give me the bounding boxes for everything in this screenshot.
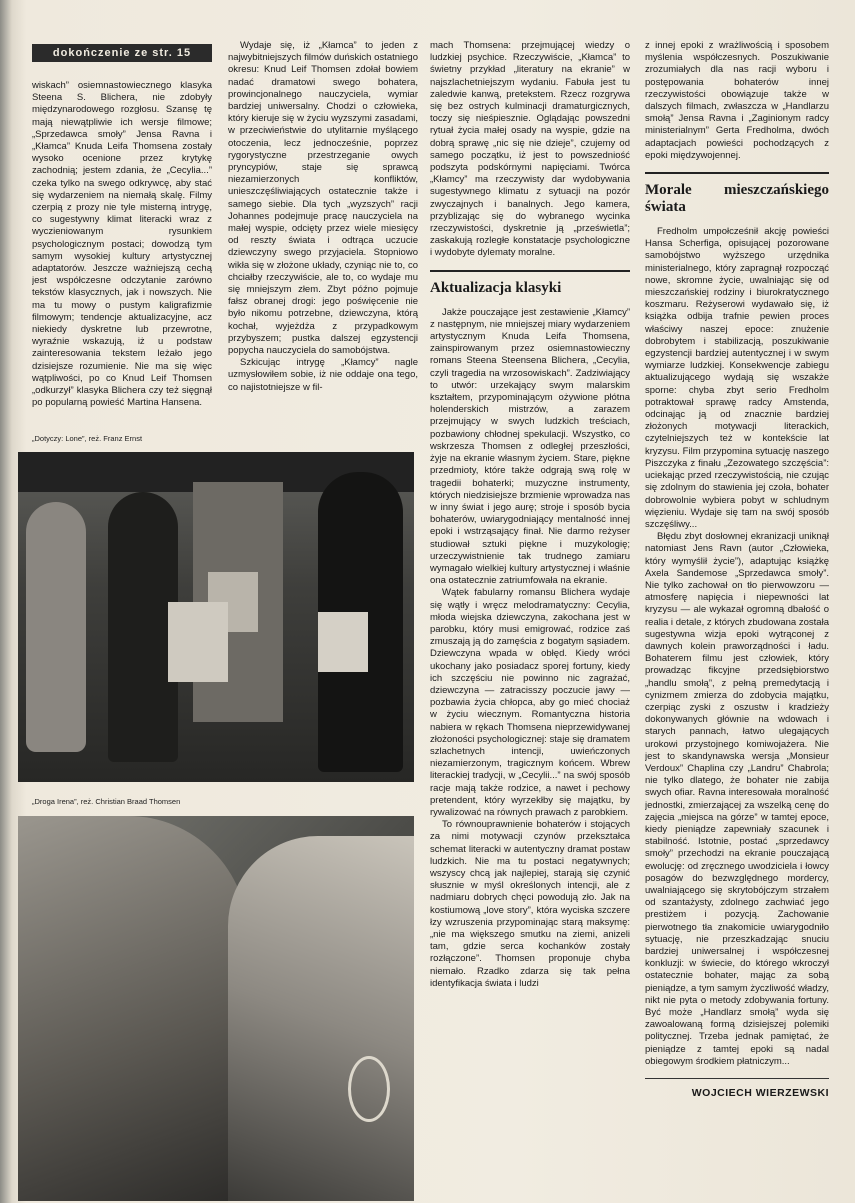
paragraph: wiskach” osiemnastowiecznego klasyka Steena S. Blichera, nie zdobyły międzynarodowego rozgłosu. Szansę tę mają niewątpliwie ich wersje filmowe; „Sprzedawca smoły” Jensa Ravna i „Kłamca” Knuda Leifa Thomsena zostały wysoko ocenione przez krytykę zachodnią; jestem zdania, że „Cecylia...” czeka tylko na swego odkrywcę, aby stać się wydarzeniem na niemałą skalę. Filmy czerpią z prozy nie tyle misterną intrygę, co sugestywny klimat literacki wraz z wyczieniowanym rysunkiem psychologicznym postaci; dowodzą tym samym wysokiej kultury artystycznej adaptatorów. Jeszcze ważniejszą cechą jest współczesne odczytanie zarówno tekstów klasycznych, jak i nowszych. Nie ma tu mowy o pustym kaligrafizmie filmowym; tendencje aktualizacyjne, acz niekiedy dyskretne lub przewrotne, wyraźnie wskazują, iż u podstaw zainteresowania tekstem leżało jego dzisiejsze rozumienie. Nie ma się więc wątpliwości, po co Knud Leif Thomsen „odkurzył” klasyka Blichera czy też sięgnął po popularną powieść Martina Hansena. bbox=[32, 80, 212, 409]
column-3 bbox=[430, 40, 630, 1170]
photo-caption-1: „Dotyczy: Lone”, reż. Franz Ernst bbox=[32, 434, 143, 443]
paragraph: mach Thomsena: przejmującej wiedzy o ludzkiej psychice. Rzeczywiście, „Kłamca” to świetny przykład „literatury na ekranie” w najszlachetniejszym wydaniu. Fabuła jest tu zaledwie kanwą, pretekstem. Rzecz rozgrywa się bez ostrych kulminacji dramaturgicznych, toczy się nieśpiesznie. Oglądając powszedni rytuał życia małej osady na wyspie, gdzie na dobrą sprawę „nic się nie dzieje”, czujemy od samego początku, iż jest to powszedniość podszyta podskórnymi napięciami. Twórca „Kłamcy” ma rzeczywisty dar wydobywania sugestywnego klimatu z sytuacji na pozór zwyczajnych i banalnych. Jego kamera, przyblizając się do wybranego wycinka rzeczywistości, dyskretnie ją „prześwietla”; zaskakują rozległe konstatacje psychologiczne i wydobyte dylematy moralne. bbox=[430, 40, 630, 259]
continuation-banner: dokończenie ze str. 15 bbox=[32, 44, 212, 62]
film-still-droga-irena bbox=[18, 816, 414, 1201]
paragraph: Jakże pouczające jest zestawienie „Kłamcy” z następnym, nie mniejszej miary wydarzeniem artystycznym Knuda Leifa Thomsena, zainspirowanym przez osiemnastowieczny romans Steena Steensena Blichera, „Cecylia, czyli tragedia na wrzosowiskach”. Zadziwiający to utwór: urzekający swym malarskim kształtem, przypominającym ożywione płótna holenderskich mistrzów, a zarazem przejmujący w swych ludzkich treściach, pozbawiony chłodnej spekulacji. Wszystko, co wskrzesza Thomsen z odległej przeszłości, żyje na ekranie własnym życiem. Stare, piękne przedmioty, które także odgrają swą rolę w tragedii bohaterki; muzyczne instrumenty, których niedzisiejsze brzmienie wprowadza nas w inny świat i jego aurę; stroje i sposób bycia bohaterów, uwiarygodniający mentalność innej epoki i wstrząsający finał. Nie darmo reżyser studiował sztuki piękne i muzykologię; urzeczywistnienie tak trudnego zamiaru wymagało wielkiej kultury artystycznej i właśnie ona ostatecznie zatriumfowała na ekranie. bbox=[430, 306, 630, 587]
shopping-bag bbox=[168, 602, 228, 682]
paragraph: Błędu zbyt dosłownej ekranizacji uniknął natomiast Jens Ravn (autor „Człowieka, który wymyślił życie”), adaptując książkę Axela Sandemose „Sprzedawca smoły”. Nie tylko zachował on tło pierwowzoru — atmosferę napięcia i niepewności lat kryzysu — ale wykazał ogromną dbałość o realia i detale, z których zbudowana została sugestywna wizja epoki wytrąconej z dawnych kolein praworządności i ładu. Bohaterem filmu jest człowiek, który prowadząc fikcyjne przedsiębiorstwo „handlu smołą”, z pełną premedytacją i cynizmem zmierza do zdobycia majątku, czerpiąc zyski z oszustw i kradzieży dokonywanych głównie na wdowach i starych pannach, łatwo ulegających urokowi przystojnego komiwojażera. Nie jest to skandynawska wersja „Monsieur Verdoux” Chaplina czy „Landru” Chabrola; nie tylko dlatego, że bohater nie zabija swych ofiar. Ravna interesowała moralność jednostki, zmierzającej za wszelką cenę do zajęcia „miejsca na górze” w tamtej epoce, kiedy pieniądze zapewniały szacunek i stabilność. Istotnie, postać „sprzedawcy smoły” przechodzi na ekranie pouczającą ewolucję: od zręcznego uwodziciela i łowcy posagów do bezwzględnego mordercy, uwalniającego się skrytobójczym strzałem od szantażysty, zdolnego zachwiać jego prestiżem i pozycją. Zachowanie pierwotnego tła znakomicie uwiarygodniło sytuację, nie przeszkadzając snuciu bardziej uniwersalnej i współczesnej konkluzji: w świecie, do którego wkroczył ostatecznie bohater, mając za sobą pieniądze, a tym samym życzliwość władzy, nikt nie pyta o metody zdobywania fortuny. Być może „Handlarz smołą” wyda się zawoalowaną formą dzisiejszej polemiki politycznej. Trzeba jednak pamiętać, że pieniądze z tamtej epoki są nadal obiegowym środkiem płatniczym... bbox=[645, 531, 829, 1067]
paragraph: Wydaje się, iż „Kłamca” to jeden z najwybitniejszych filmów duńskich ostatniego okresu: Knud Leif Thomsen zdołał bowiem nadać dramatowi swego bohatera, prowincjonalnego nauczyciela, wymiar bardziej uniwersalny. Chodzi o człowieka, który kieruje się w życiu wyzszymi zasadami, w przeciwieństwie do utylitarnie myślącego otoczenia, lecz jednocześnie, poprzez rygorystyczne przestrzeganie owych pryncypiów, staje się sprawcą niezamierzonych konfliktów, unieszczęśliwiających ostatecznie także i samego siebie. Dla tych „wyzszych” racji Johannes podejmuje pracę nauczyciela na małej wyspie, odcięty przez wiele miesięcy od reszty świata i odtrąca uczucie dziewczyny swego przyjaciela. Stopniowo wikła się w złożone układy, czyniąc nie to, co chciałby rzeczywiście, ale to, co wydaje mu się mniejszym złem. Zbyt późno pojmuje fałsz obranej drogi: jego poświęcenie nie było nikomu potrzebne, dziewczyna, którą kochał, wyjeżdża z przypadkowym przybyszem; pustka dalszej egzystencji popycha nauczyciela do samobójstwa. bbox=[228, 40, 418, 357]
section-heading-morale: Morale mieszczańskiego świata bbox=[645, 172, 829, 216]
woman-face bbox=[228, 836, 414, 1201]
author-signature: WOJCIECH WIERZEWSKI bbox=[645, 1078, 829, 1099]
section-heading-aktualizacja: Aktualizacja klasyki bbox=[430, 270, 630, 297]
column-4 bbox=[645, 40, 829, 1170]
paragraph: To równouprawnienie bohaterów i stojących za nimi motywacji czynów przekształca schemat literacki w autentyczny dramat postaw ludzkich. Nie ma tu postaci negatywnych; wszyscy chcą jak najlepiej, starają się czynić słusznie w myśl określonych intencji, ale z nadmiaru dobrych chęci powodują zło. Jak na kostiumową „love story”, która wyciska szczere łzy wzruszenia przypominając starą maksymę: „nie ma większego smutku na ziemi, anizeli tam, gdzie serca kochanków zostały rozłączone”. Thomsen proponuje chyba niemało. Rzadko zdarza się tak pełna identyfikacja świata i ludzi bbox=[430, 819, 630, 989]
paragraph: Szkicując intrygę „Kłamcy” nagle uzmysłowiłem sobie, iż nie oddaje ona tego, co najistotniejsze w fil- bbox=[228, 357, 418, 393]
figure-left bbox=[26, 502, 86, 752]
column-2 bbox=[228, 40, 418, 440]
paragraph: Wątek fabularny romansu Blichera wydaje się wątły i wręcz melodramatyczny: Cecylia, młoda wiejska dziewczyna, zakochana jest w parobku, który musi emigrować, rodzice zaś zmuszają ją do zamęścia z bogatym sąsiadem. Dziewczyna wpada w obłęd. Kiedy wróci ukochany jako posiadacz sporej fortuny, kiedy ich szczęściu nie powinno nic zagrażać, dziewczyna — zatracisszy poczucie jawy — pozbawia życia chłopca, aby go mieć chociaż w życiu wiecznym. Romantyczna historia nabiera w rękach Thomsena nieprzewidywanej złożoności psychologicznej: staje się dramatem szlachetnych intencji, uwieńczonych niezamierzonym, tragicznym końcem. Wbrew literackiej tradycji, w „Cecylii...” na swój sposób racje mają także rodzice, a nawet i pechowy pretendent, który wyrzekłby się majątku, by rywalizować na równych prawach z parobkiem. bbox=[430, 587, 630, 818]
column-1 bbox=[32, 80, 212, 410]
paragraph: z innej epoki z wrażliwością i sposobem myślenia współczesnych. Poszukiwanie zrozumiałych dla nas racji wyboru i postępowania bohaterów innej rzeczywistości obowiązuje także w dalszych filmach, zwłaszcza w „Handlarzu smołą” Jensa Ravna i „Zaginionym radcy ministerialnym” Gerta Fredholma, dwóch adaptacjach powieści pochodzących z epoki międzywojennej. bbox=[645, 40, 829, 161]
paragraph: Fredholm umpołcześnił akcję powieści Hansa Scherfiga, opisującej pozorowane samobójstwo wyższego urzędnika ministerialnego, który zapragnął rozpocząć nowe, skromne życie, uwalniając się od mieszczańskiej rodziny i biurokratycznego koszmaru. Reżyserowi wydawało się, iż książka odbija trafnie pewien proces właściwy naszej epoce: znużenie dobrobytem i stabilizacją, poszukiwanie egzystencji bardziej autentycznej i w swym wymiarze ludzkiej. Konsekwencje zabiegu aktualizującego wydają się wszakże sporne: chyba zbyt serio Fredholm potraktował sprawę radcy Amstenda, odcinając ją od znacznie bardziej złożonych motywacji literackich, czytelniejszych też w kontekście lat kryzysu. Film przypomina sytuację naszego Piszczyka z finału „Zezowatego szczęścia”: uciekając przed rzeczywistością, nie czując się zdolnym do stawienia jej czoła, bohater dobrowolnie wybiera pobyt w schludnym więzieniu. Wydaje się tam na swój sposób szczęśliwy... bbox=[645, 226, 829, 530]
man-face bbox=[18, 816, 248, 1201]
photo-caption-2: „Droga Irena”, reż. Christian Braad Thomsen bbox=[32, 797, 181, 806]
bag bbox=[318, 612, 368, 672]
earring bbox=[348, 1056, 390, 1122]
film-still-dotyczy-lone bbox=[18, 452, 414, 782]
